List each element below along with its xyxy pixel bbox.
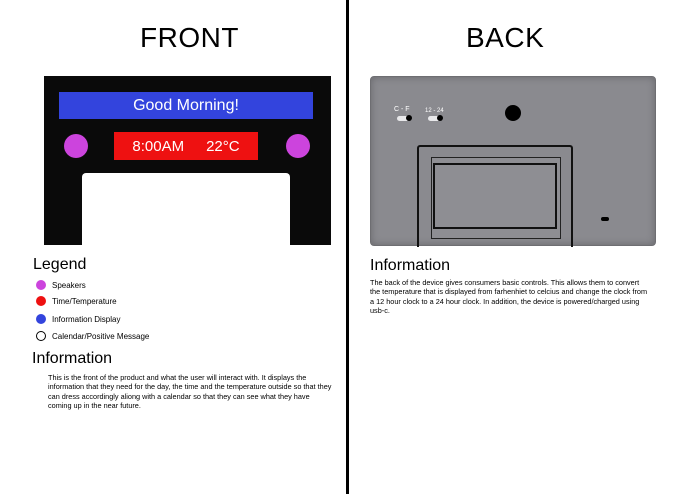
speaker-right (286, 134, 310, 158)
legend-dot-speakers (36, 280, 46, 290)
legend-item-time-temperature (36, 296, 117, 306)
information-display (59, 92, 313, 119)
mounting-hole (505, 105, 521, 121)
front-info-text: This is the front of the product and what the user will interact with. It displays the information that they need for the day, the time and the temperature outside so that they can dress accordingly aliong with a calendar so that they can see what they have coming up in the near future. (48, 373, 332, 410)
cf-switch-knob (406, 115, 412, 121)
legend-item-information-display (36, 314, 120, 324)
legend-item-speakers (36, 280, 86, 290)
calendar-message-panel (82, 173, 290, 245)
clock-toggle-switch (428, 116, 442, 121)
stand-inner-panel (433, 163, 557, 229)
greeting-text: Good Morning! (133, 96, 239, 114)
cf-toggle-switch (397, 116, 411, 121)
legend-label: Information Display (52, 314, 121, 324)
clock-switch-label: 12 - 24 (425, 108, 444, 114)
temperature-text: 22°C (206, 137, 240, 155)
legend-dot-time-temperature (36, 296, 46, 306)
time-temperature-display (114, 132, 258, 160)
clock-switch-knob (437, 115, 443, 121)
legend-title: Legend (33, 256, 87, 273)
front-device (44, 76, 331, 245)
usb-c-port (601, 217, 609, 221)
center-divider (346, 0, 349, 494)
legend-label: Speakers (52, 280, 86, 290)
legend-dot-information-display (36, 314, 46, 324)
back-device (370, 76, 656, 246)
cf-switch-label: C - F (394, 106, 410, 113)
back-info-text: The back of the device gives consumers basic controls. This allows them to convert the temperature that is displayed from farhenhiet to celcius and change the clock from a 12 hour clock to a 24 hour clock. In addition, the device is powered/charged using usb-c. (370, 278, 648, 315)
back-info-title: Information (370, 257, 451, 274)
front-heading: FRONT (140, 22, 239, 53)
legend-label: Time/Temperature (52, 296, 117, 306)
back-heading: BACK (466, 22, 545, 53)
legend-label: Calendar/Positive Message (52, 331, 150, 341)
legend-item-calendar (36, 331, 149, 341)
time-text: 8:00AM (132, 137, 185, 155)
front-info-title: Information (32, 350, 113, 367)
legend-dot-calendar (36, 331, 46, 341)
speaker-left (64, 134, 88, 158)
